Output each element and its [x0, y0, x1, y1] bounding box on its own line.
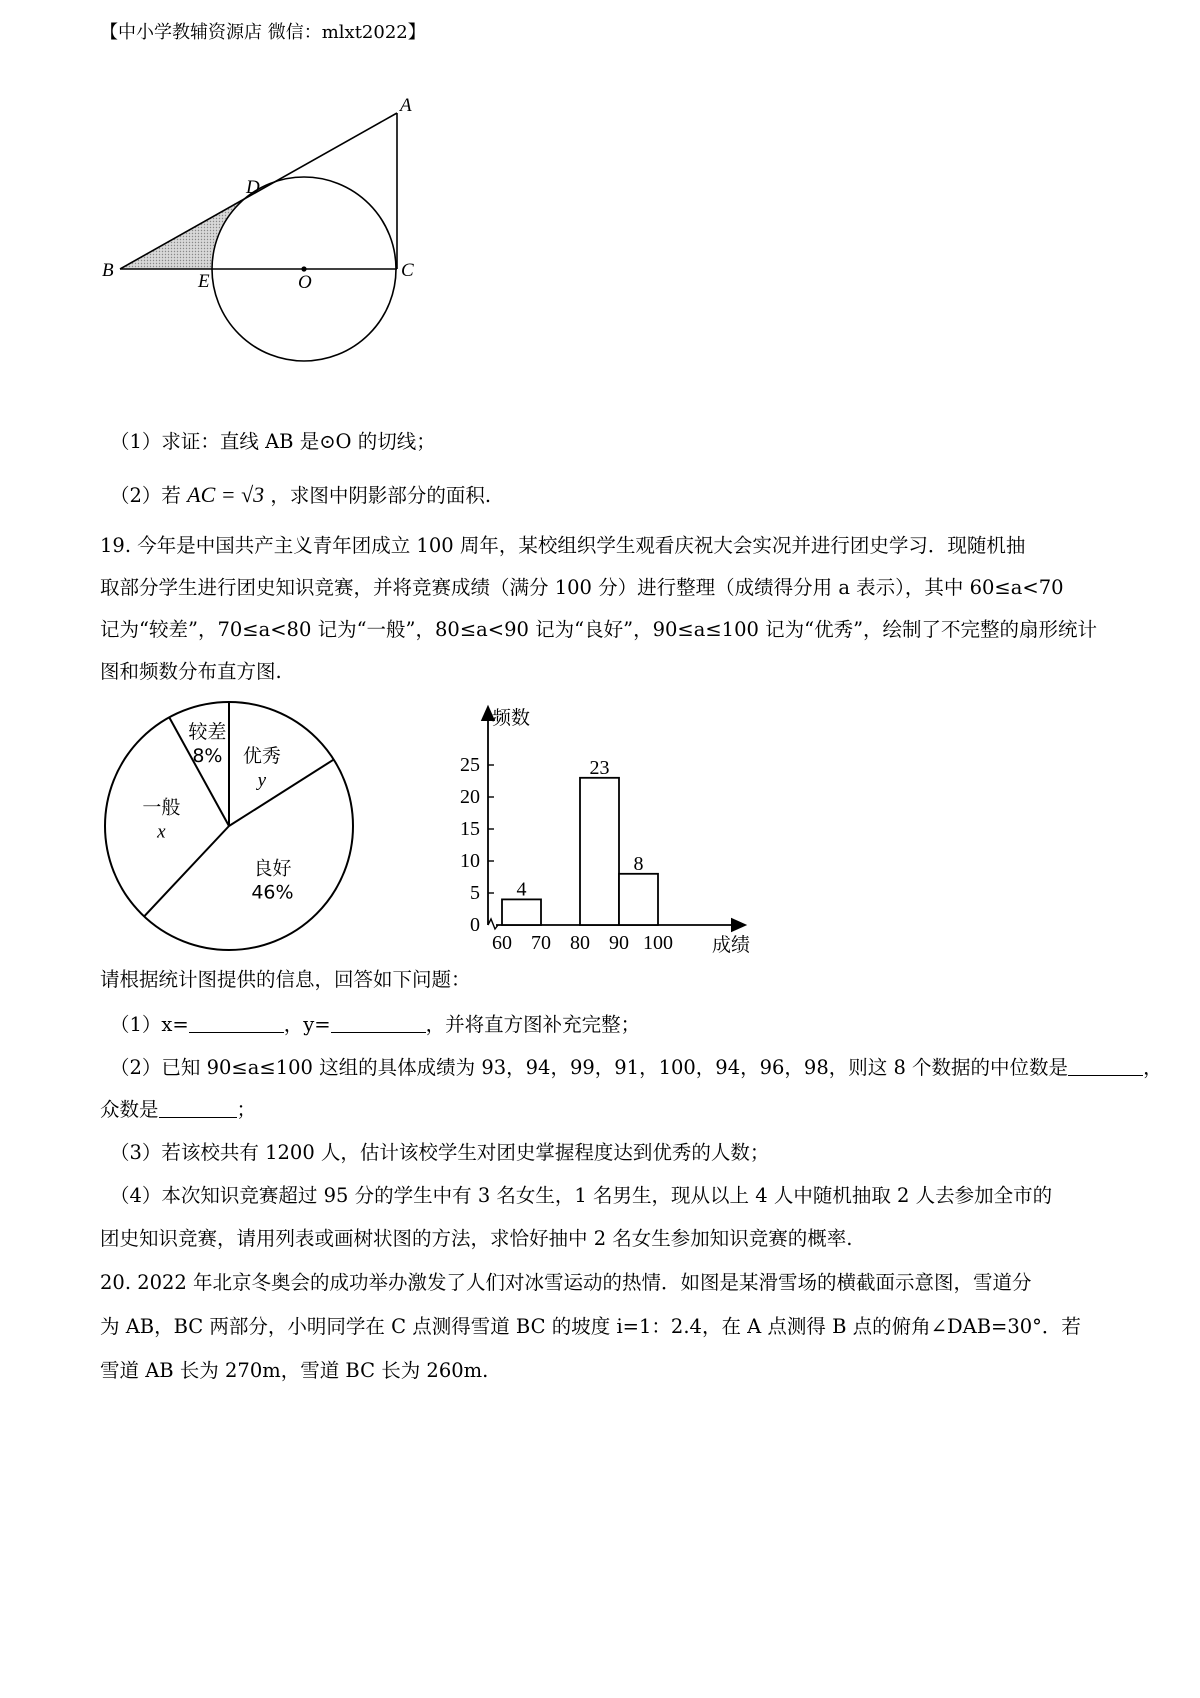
pie-slice-label-2: 优秀 [242, 745, 281, 768]
q19-sub2 [110, 1058, 1163, 1078]
q19-sub1-c: ，并将直方图补充完整； [425, 1013, 641, 1036]
pie-slice-value-3: 46% [251, 881, 294, 904]
page-header: 【中小学教辅资源店 微信：mlxt2022】 [100, 22, 426, 43]
y-tick-label-5: 5 [470, 882, 480, 904]
label-C: C [401, 260, 414, 281]
center-point [301, 266, 306, 271]
q18-part1: （1）求证：直线 AB 是⊙O 的切线； [110, 430, 436, 453]
label-O: O [298, 272, 312, 293]
x-tick-label-90: 90 [609, 932, 629, 954]
label-E: E [198, 271, 210, 292]
q19-sub4-line1: （4）本次知识竞赛超过 95 分的学生中有 3 名女生，1 名男生，现从以上 4 人中随机抽取 2 人去参加全市的 [110, 1184, 1053, 1207]
axis-break [488, 919, 498, 929]
q20-line3: 雪道 AB 长为 270m，雪道 BC 长为 260m. [100, 1359, 489, 1382]
x-tick-label-80: 80 [570, 932, 590, 954]
q19-sub1-a: （1）x= [110, 1013, 189, 1036]
bar-label-80-90: 23 [589, 756, 610, 779]
pie-slice-value-1: 8% [192, 744, 223, 767]
pie-chart [96, 693, 366, 963]
blank-median[interactable] [1068, 1061, 1143, 1076]
q19-sub2-b: ， [1143, 1056, 1163, 1079]
bar-80-90 [580, 778, 619, 925]
pie-slice-value-2: y [257, 770, 267, 792]
pie-slice-label-3: 良好 [253, 857, 292, 880]
q19-sub3: （3）若该校共有 1200 人，估计该校学生对团史掌握程度达到优秀的人数； [110, 1141, 770, 1164]
q19-sub4-line2: 团史知识竞赛，请用列表或画树状图的方法，求恰好抽中 2 名女生参加知识竞赛的概率. [100, 1227, 853, 1250]
label-B: B [102, 260, 114, 281]
q18-part2-suffix: ，求图中阴影部分的面积. [270, 484, 492, 507]
q19-sub1-b: ，y= [283, 1013, 331, 1036]
pie-slice-label-4: 一般 [142, 796, 181, 819]
blank-y[interactable] [331, 1018, 426, 1033]
q19-sub1 [110, 1015, 640, 1035]
x-tick-label-70: 70 [531, 932, 551, 954]
q19-sub2-c: 众数是 [100, 1098, 159, 1121]
y-tick-label-25: 25 [460, 754, 480, 776]
y-tick-label-0: 0 [470, 914, 480, 936]
q19-sub2-cont [100, 1100, 256, 1120]
label-A: A [400, 95, 412, 116]
x-tick-label-60: 60 [492, 932, 512, 954]
q19-line4: 图和频数分布直方图. [100, 660, 282, 683]
geometry-figure [80, 85, 560, 405]
bar-label-90-100: 8 [633, 852, 644, 875]
label-D: D [246, 177, 260, 198]
q18-part2 [110, 484, 491, 506]
bar-90-100 [619, 874, 658, 925]
x-tick-label-100: 100 [643, 932, 673, 954]
q20-line1: 20. 2022 年北京冬奥会的成功举办激发了人们对冰雪运动的热情．如图是某滑雪场的横截面示意图，雪道分 [100, 1271, 1032, 1294]
y-tick-label-15: 15 [460, 818, 480, 840]
pie-slice-value-4: x [157, 821, 166, 843]
q19-sub2-d: ； [236, 1098, 257, 1121]
blank-mode[interactable] [159, 1103, 237, 1118]
x-axis-label: 成绩 [712, 934, 751, 956]
blank-x[interactable] [189, 1018, 284, 1033]
q18-part2-prefix: （2）若 [110, 484, 181, 507]
q19-line2: 取部分学生进行团史知识竞赛，并将竞赛成绩（满分 100 分）进行整理（成绩得分用 a 表示），其中 60≤a<70 [100, 576, 1064, 599]
bar-label-60-70: 4 [516, 878, 527, 901]
pie-divider-3 [229, 760, 334, 826]
q19-line1: 19. 今年是中国共产主义青年团成立 100 周年，某校组织学生观看庆祝大会实况并进行团史学习．现随机抽 [100, 534, 1026, 557]
y-axis-label: 频数 [492, 707, 531, 729]
y-tick-label-10: 10 [460, 850, 480, 872]
bar-60-70 [502, 899, 541, 925]
q19-prompt: 请根据统计图提供的信息，回答如下问题： [100, 968, 471, 991]
q19-line3: 记为“较差”，70≤a<80 记为“一般”，80≤a<90 记为“良好”，90≤a≤100 记为“优秀”，绘制了不完整的扇形统计 [100, 618, 1098, 641]
q18-math: AC = √3 [187, 482, 265, 507]
q19-sub2-a: （2）已知 90≤a≤100 这组的具体成绩为 93，94，99，91，100，94，96，98，则这 8 个数据的中位数是 [110, 1056, 1069, 1079]
histogram-chart [440, 700, 770, 960]
q20-line2: 为 AB，BC 两部分，小明同学在 C 点测得雪道 BC 的坡度 i=1：2.4，在 A 点测得 B 点的俯角∠DAB=30°．若 [100, 1315, 1081, 1338]
pie-slice-label-1: 较差 [188, 720, 227, 743]
y-tick-label-20: 20 [460, 786, 480, 808]
